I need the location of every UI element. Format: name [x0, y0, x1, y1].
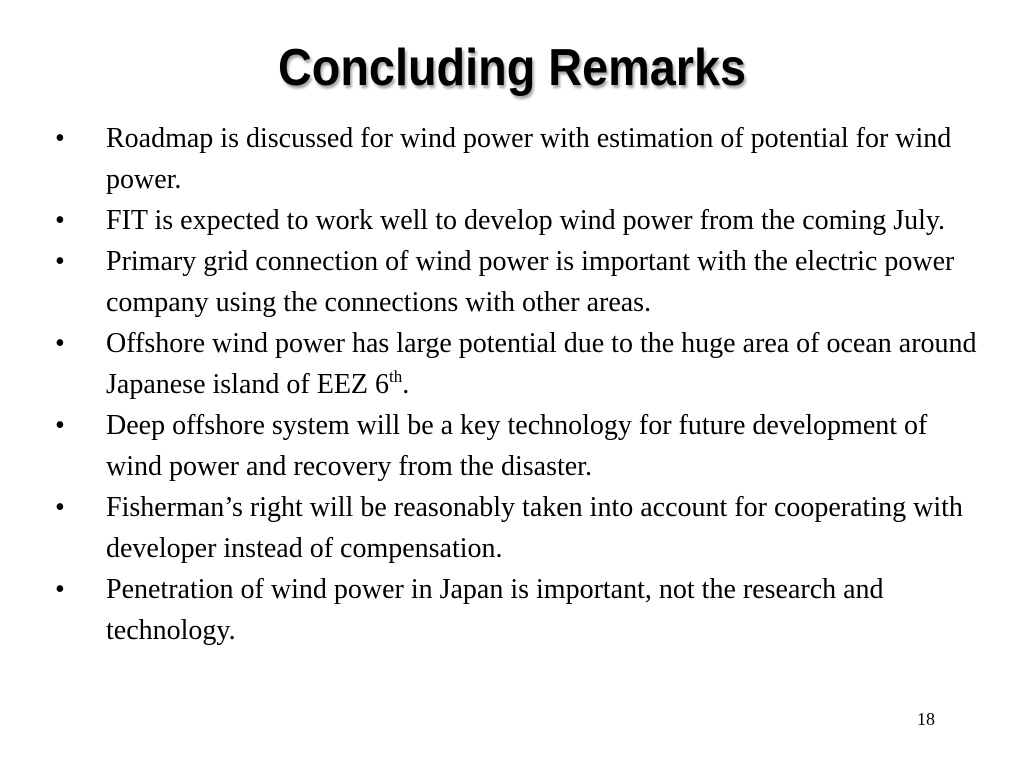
bullet-text: Fisherman’s right will be reasonably taken into account for cooperating with developer instead of compensation.	[106, 492, 963, 564]
bullet-text: Deep offshore system will be a key technology for future development of wind power and recovery from the disaster.	[106, 410, 928, 482]
bullet-item	[0, 200, 1024, 241]
bullet-text-main: Offshore wind power has large potential due to the huge area of ocean around Japanese island of EEZ 6	[106, 328, 977, 400]
bullet-text-end: .	[402, 369, 410, 400]
bullet-text: Penetration of wind power in Japan is important, not the research and technology.	[106, 574, 884, 646]
bullet-item	[0, 487, 1024, 569]
bullet-item	[0, 323, 1024, 405]
bullet-text: Primary grid connection of wind power is important with the electric power company using the connections with other areas.	[106, 246, 955, 318]
bullet-icon: •	[55, 246, 65, 277]
bullet-icon: •	[55, 328, 65, 359]
bullet-icon: •	[55, 123, 65, 154]
bullet-list	[0, 118, 1024, 651]
bullet-text	[106, 328, 977, 400]
bullet-icon: •	[55, 205, 65, 236]
bullet-icon: •	[55, 410, 65, 441]
bullet-item	[0, 569, 1024, 651]
superscript-ordinal: th	[389, 366, 403, 386]
slide-title: Concluding Remarks	[277, 39, 747, 97]
bullet-item	[0, 241, 1024, 323]
bullet-item	[0, 405, 1024, 487]
page-number: 18	[917, 709, 935, 729]
bullet-text: FIT is expected to work well to develop wind power from the coming July.	[106, 205, 946, 236]
bullet-icon: •	[55, 574, 65, 605]
bullet-text: Roadmap is discussed for wind power with estimation of potential for wind power.	[106, 123, 952, 195]
bullet-icon: •	[55, 492, 65, 523]
bullet-item	[0, 118, 1024, 200]
